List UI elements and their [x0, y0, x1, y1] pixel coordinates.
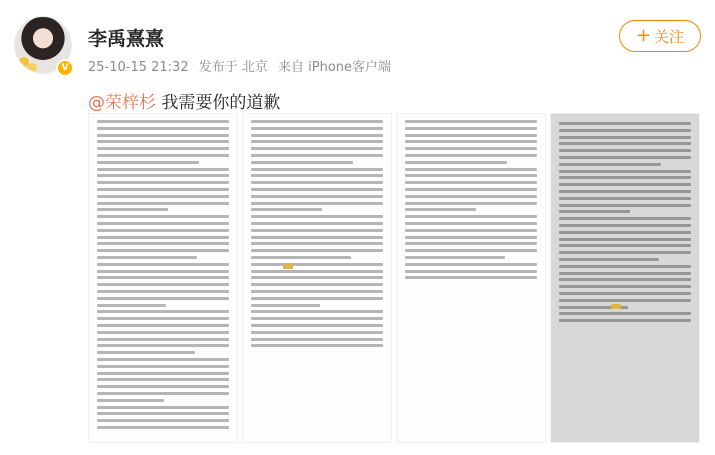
text-line	[559, 136, 691, 139]
text-line	[97, 188, 229, 191]
text-line	[97, 290, 229, 293]
text-line	[97, 161, 199, 164]
text-line	[559, 244, 691, 247]
text-line	[559, 170, 691, 173]
text-line	[251, 120, 383, 123]
text-line	[405, 229, 537, 232]
text-line	[405, 263, 537, 266]
highlight-mark	[283, 264, 293, 269]
text-line	[251, 168, 383, 171]
text-line	[97, 331, 229, 334]
text-line	[559, 285, 691, 288]
post-image-2[interactable]	[242, 113, 392, 443]
text-line	[97, 283, 229, 286]
text-line	[405, 270, 537, 273]
text-line	[559, 258, 659, 261]
text-line	[559, 204, 691, 207]
text-line	[405, 188, 537, 191]
text-line	[97, 276, 229, 279]
text-line	[97, 140, 229, 143]
text-line	[97, 406, 229, 409]
text-line	[97, 256, 197, 259]
text-line	[251, 154, 383, 157]
follow-button[interactable]	[619, 20, 701, 52]
text-line	[97, 310, 229, 313]
text-line	[559, 183, 691, 186]
text-line	[251, 215, 383, 218]
text-line	[97, 317, 229, 320]
text-line	[405, 168, 537, 171]
text-line	[559, 217, 691, 220]
text-line	[251, 324, 383, 327]
text-line	[97, 229, 229, 232]
text-line	[559, 122, 691, 125]
text-line	[405, 181, 537, 184]
text-line	[251, 263, 383, 266]
text-line	[405, 222, 537, 225]
text-line	[251, 208, 322, 211]
text-line	[97, 134, 229, 137]
post-image-1[interactable]	[88, 113, 238, 443]
text-line	[405, 202, 537, 205]
plus-icon: +	[635, 25, 652, 46]
text-line	[97, 351, 195, 354]
mention-link[interactable]: @荣梓杉	[88, 93, 156, 113]
text-line	[405, 236, 537, 239]
text-line	[251, 338, 383, 341]
text-line	[251, 222, 383, 225]
text-line	[251, 147, 383, 150]
text-line	[97, 324, 229, 327]
text-line	[559, 190, 691, 193]
text-line	[97, 399, 164, 402]
highlight-mark	[611, 304, 621, 309]
text-line	[251, 249, 383, 252]
text-line	[405, 154, 537, 157]
verified-badge-icon: V	[56, 59, 74, 77]
post-date: 25-10-15 21:32	[88, 60, 189, 75]
text-line	[251, 161, 353, 164]
text-line	[559, 278, 691, 281]
text-line	[97, 236, 229, 239]
text-line	[405, 140, 537, 143]
text-line	[559, 129, 691, 132]
text-line	[405, 215, 537, 218]
text-line	[97, 304, 166, 307]
text-line	[251, 276, 383, 279]
text-line	[251, 229, 383, 232]
text-line	[559, 312, 691, 315]
text-line	[559, 251, 691, 254]
text-line	[97, 263, 229, 266]
text-line	[97, 181, 229, 184]
post-source: 来自 iPhone客户端	[278, 60, 392, 75]
text-line	[251, 297, 383, 300]
text-line	[559, 319, 691, 322]
text-line	[251, 310, 383, 313]
text-line	[405, 208, 476, 211]
text-line	[251, 202, 383, 205]
text-line	[251, 181, 383, 184]
text-line	[97, 365, 229, 368]
text-line	[251, 127, 383, 130]
text-line	[559, 210, 630, 213]
text-line	[251, 283, 383, 286]
text-line	[251, 290, 383, 293]
text-line	[97, 222, 229, 225]
text-line	[559, 224, 691, 227]
text-line	[405, 195, 537, 198]
text-line	[97, 154, 229, 157]
text-line	[405, 174, 537, 177]
text-line	[559, 231, 691, 234]
text-line	[97, 168, 229, 171]
post-meta	[88, 56, 397, 75]
text-line	[405, 161, 507, 164]
text-line	[405, 242, 537, 245]
text-line	[251, 270, 383, 273]
text-line	[559, 292, 691, 295]
post-content	[88, 88, 280, 113]
post-body: 我需要你的道歉	[161, 93, 281, 113]
text-line	[251, 174, 383, 177]
text-line	[97, 242, 229, 245]
text-line	[97, 297, 229, 300]
post-location: 发布于 北京	[198, 60, 268, 75]
text-line	[559, 142, 691, 145]
text-line	[97, 202, 229, 205]
text-line	[559, 176, 691, 179]
text-line	[97, 270, 229, 273]
text-line	[559, 156, 691, 159]
text-line	[251, 256, 351, 259]
text-line	[97, 378, 229, 381]
text-line	[251, 317, 383, 320]
post-image-3[interactable]	[396, 113, 546, 443]
text-line	[97, 147, 229, 150]
text-line	[97, 174, 229, 177]
text-line	[251, 331, 383, 334]
text-line	[405, 256, 505, 259]
text-line	[559, 238, 691, 241]
text-line	[251, 304, 320, 307]
text-line	[559, 272, 691, 275]
text-line	[97, 392, 229, 395]
post-images	[88, 113, 700, 443]
text-line	[97, 195, 229, 198]
text-line	[405, 276, 537, 279]
text-line	[559, 163, 661, 166]
post-image-4[interactable]	[550, 113, 700, 443]
follow-label: 关注	[654, 27, 685, 46]
text-line	[251, 188, 383, 191]
text-line	[97, 426, 229, 429]
text-line	[97, 215, 229, 218]
text-line	[405, 249, 537, 252]
text-line	[97, 344, 229, 347]
text-line	[97, 372, 229, 375]
text-line	[97, 419, 229, 422]
text-line	[97, 338, 229, 341]
text-line	[559, 299, 691, 302]
text-line	[97, 208, 168, 211]
text-line	[97, 385, 229, 388]
text-line	[251, 195, 383, 198]
text-line	[97, 120, 229, 123]
text-line	[97, 249, 229, 252]
text-line	[405, 134, 537, 137]
text-line	[405, 127, 537, 130]
text-line	[97, 358, 229, 361]
text-line	[251, 344, 383, 347]
text-line	[251, 236, 383, 239]
text-line	[251, 140, 383, 143]
text-line	[559, 149, 691, 152]
text-line	[251, 242, 383, 245]
text-line	[97, 412, 229, 415]
text-line	[251, 134, 383, 137]
text-line	[405, 120, 537, 123]
text-line	[559, 265, 691, 268]
text-line	[97, 127, 229, 130]
text-line	[405, 147, 537, 150]
text-line	[559, 197, 691, 200]
username[interactable]: 李禹熹熹	[88, 28, 165, 50]
